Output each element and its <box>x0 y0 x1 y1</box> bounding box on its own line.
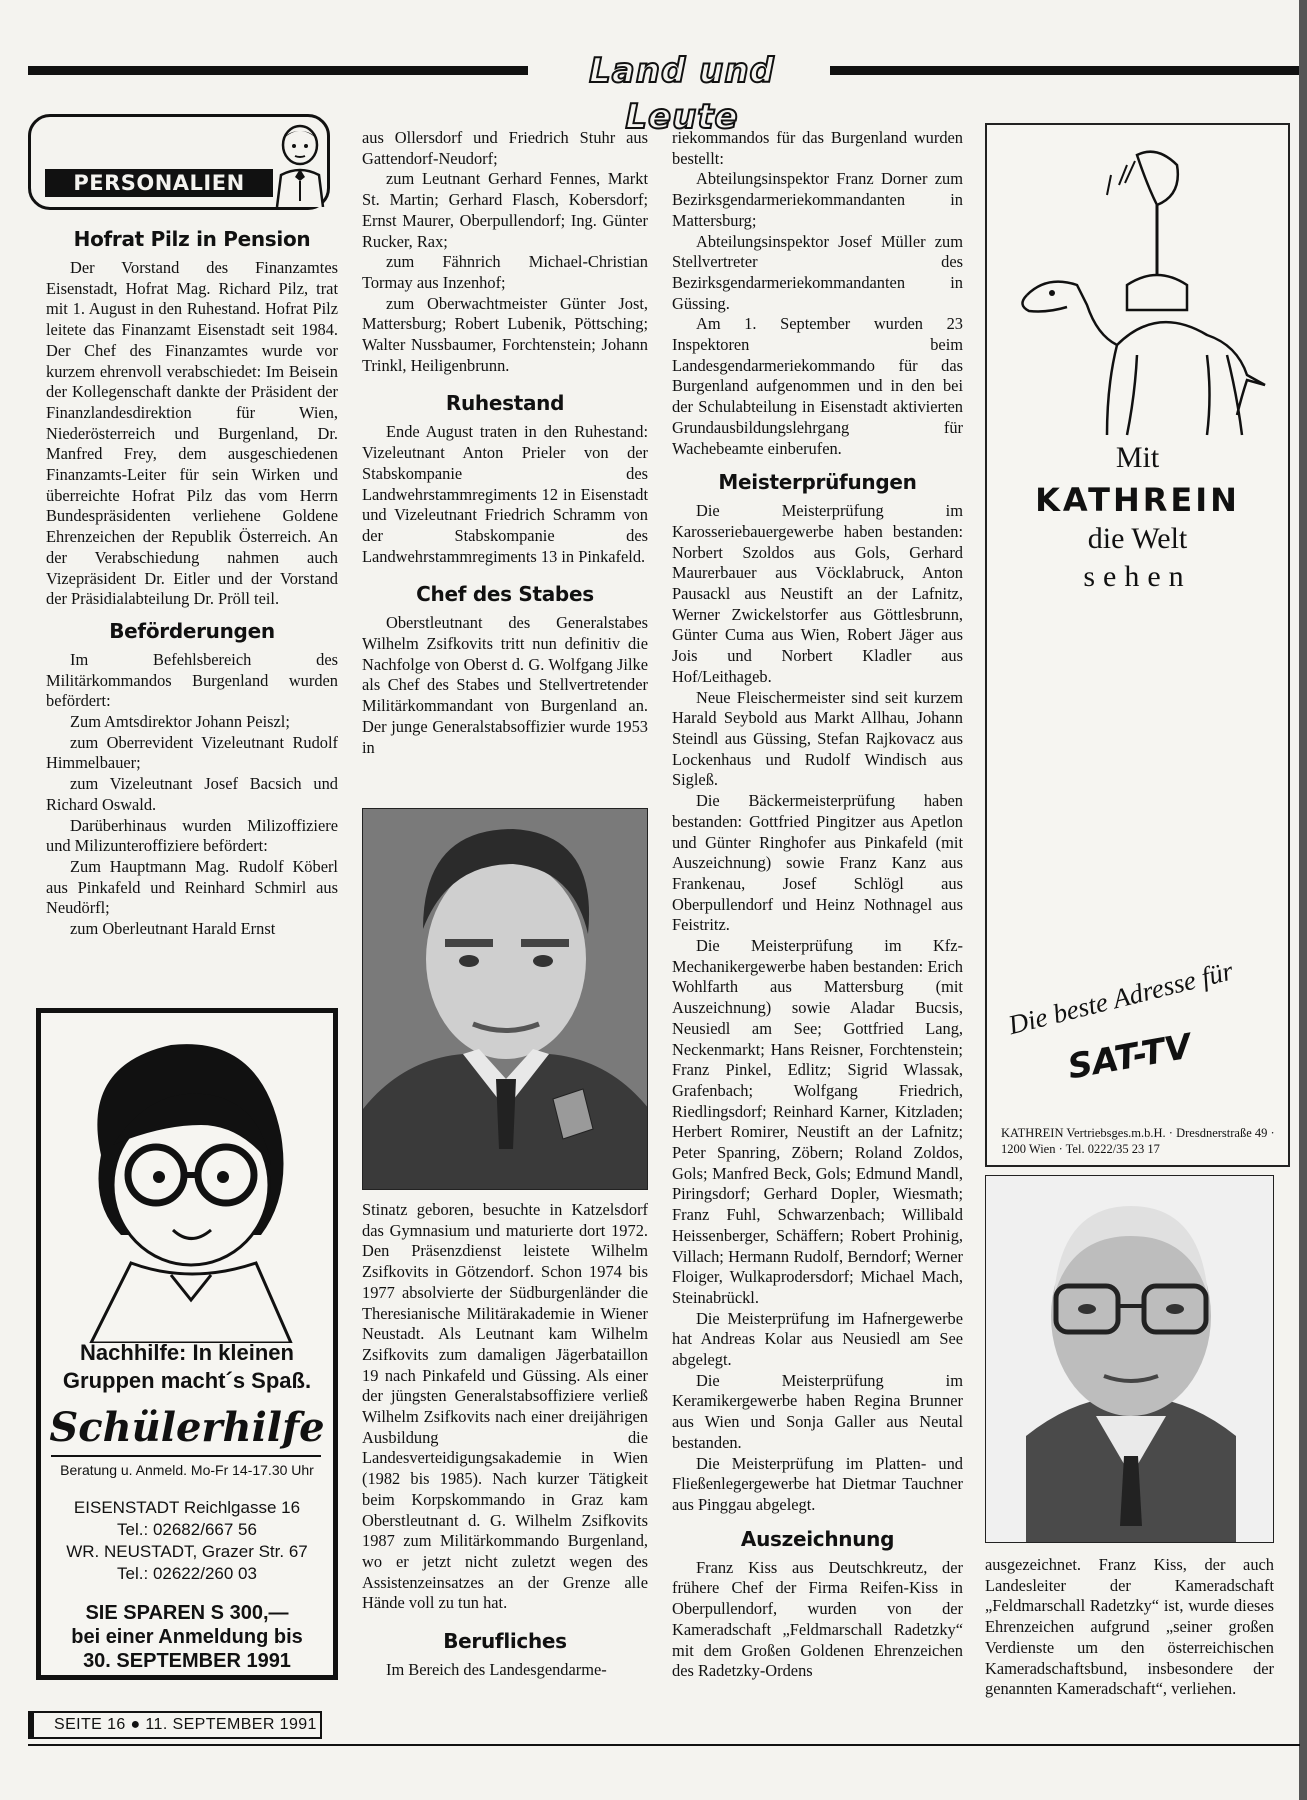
person-icon <box>273 121 327 207</box>
kathrein-line-die-welt: die Welt <box>1087 522 1188 555</box>
paragraph: zum Vizeleutnant Josef Bacsich und Richard Oswald. <box>46 774 338 814</box>
personalien-box <box>28 114 330 210</box>
paragraph: Ende August traten in den Ruhestand: Vizeleutnant Anton Prieler von der Stabskompanie des Landwehrstammregiments 12 in Eisenstadt und Vizeleutnant Friedrich Schramm von der Stabskompanie des Landwehrstammregiments 13 in Pinkafeld. <box>362 422 648 566</box>
schuelerhilfe-offer-2: bei einer Anmeldung bis <box>71 1626 303 1648</box>
heading-meisterpruefungen: Meisterprüfungen <box>718 470 917 495</box>
ad-kathrein <box>985 123 1290 1167</box>
schuelerhilfe-address-2: WR. NEUSTADT, Grazer Str. 67 <box>66 1542 308 1561</box>
paragraph: Am 1. September wurden 23 Inspektoren beim Landesgendarmeriekommando für das Burgenland aufgenommen und in den bei der Schulabteilung in Eisenstadt aktivierten Grundausbildungslehrgang für Wachebeamte einberufen. <box>672 314 963 458</box>
paragraph: zum Leutnant Gerhard Fennes, Markt St. Martin; Gerhard Flasch, Kobersdorf; Ernst Maurer, Oberpullendorf; Ing. Günter Rucker, Rax; <box>362 169 648 251</box>
schuelerhilfe-offer-3: 30. SEPTEMBER 1991 <box>83 1650 291 1672</box>
paragraph: Im Befehlsbereich des Militärkommandos Burgenland wurden befördert: <box>46 649 338 711</box>
schuelerhilfe-logo: Schülerhilfe <box>49 1404 325 1451</box>
paragraph: zum Fähnrich Michael-Christian Tormay aus Inzenhof; <box>362 252 648 292</box>
ad-schuelerhilfe <box>36 1008 338 1680</box>
column-2-continued <box>362 1200 648 1681</box>
paragraph: Abteilungsinspektor Josef Müller zum Stellvertreter des Bezirksgendarmeriekommandanten in Güssing. <box>672 231 963 313</box>
paragraph: ausgezeichnet. Franz Kiss, der auch Landesleiter der Kameradschaft „Feldmarschall Radetzky“ ist, wurde dieses Ehrenzeichen aufgrund „seiner großen Verdienste um den österreichischen Kameradschaftsbund, insbesondere der genannten Kameradschaft“, verliehen. <box>985 1555 1274 1699</box>
schuelerhilfe-headline-1: Nachhilfe: In kleinen <box>80 1340 294 1365</box>
schuelerhilfe-offer-1: SIE SPAREN S 300,— <box>85 1602 289 1624</box>
heading-berufliches: Berufliches <box>443 1629 567 1654</box>
heading-ruhestand: Ruhestand <box>445 391 565 416</box>
page-edge <box>1299 0 1307 1800</box>
kathrein-script-sattv: SAT-TV <box>1064 1026 1195 1088</box>
paragraph: Zum Amtsdirektor Johann Peiszl; <box>70 712 290 732</box>
paragraph: riekommandos für das Burgenland wurden bestellt: <box>672 128 963 168</box>
schuelerhilfe-tel-1: Tel.: 02682/667 56 <box>117 1520 257 1539</box>
camel-illustration <box>1007 135 1272 455</box>
paragraph: Im Bereich des Landesgendarme- <box>386 1660 607 1680</box>
kathrein-script-tagline: Die beste Adresse für <box>1005 955 1237 1041</box>
kathrein-address: KATHREIN Vertriebsges.m.b.H. · Dresdnerstraße 49 · 1200 Wien · Tel. 0222/35 23 17 <box>1001 1126 1275 1156</box>
bottom-rule <box>28 1744 1300 1746</box>
header-rule-left <box>28 66 528 75</box>
portrait-officer <box>363 809 648 1190</box>
paragraph: Neue Fleischermeister sind seit kurzem Harald Seybold aus Markt Allhau, Johann Steindl aus Güssing, Stefan Rajkovacz aus Lockenhaus und Rudolf Windisch aus Sigleß. <box>672 687 963 790</box>
paragraph: zum Oberwachtmeister Günter Jost, Mattersburg; Robert Lubenik, Pöttsching; Walter Nussbaumer, Forchtenstein; Johann Trinkl, Heiligenbrunn. <box>362 293 648 375</box>
photo-zsifkovits <box>362 808 648 1190</box>
paragraph: Abteilungsinspektor Franz Dorner zum Bezirksgendarmeriekommandanten in Mattersburg; <box>672 169 963 230</box>
paragraph: Oberstleutnant des Generalstabes Wilhelm Zsifkovits tritt nun definitiv die Nachfolge von Oberst d. G. Wolfgang Jilke als Chef des Stabes und Stellvertretender Militärkommandant von Burgenland an. Der junge Generalstabsoffizier wurde 1953 in <box>362 613 648 757</box>
photo-franz-kiss <box>985 1175 1274 1543</box>
paragraph: Darüberhinaus wurden Milizoffiziere und Milizunteroffiziere befördert: <box>46 815 338 856</box>
paragraph: zum Oberleutnant Harald Ernst <box>70 919 276 939</box>
column-4 <box>985 1555 1274 1700</box>
heading-auszeichnung: Auszeichnung <box>740 1526 895 1551</box>
column-3 <box>672 128 963 1682</box>
kathrein-line-mit: Mit <box>1115 441 1160 474</box>
schuelerhilfe-hours: Beratung u. Anmeld. Mo-Fr 14-17.30 Uhr <box>60 1462 314 1478</box>
paragraph: Die Meisterprüfung im Platten- und Fließenlegergewerbe hat Dietmar Tauchner aus Pinggau abgelegt. <box>672 1453 963 1514</box>
portrait-franz-kiss <box>986 1176 1274 1543</box>
heading-hofrat-pilz: Hofrat Pilz in Pension <box>73 227 311 251</box>
column-1 <box>46 218 338 940</box>
student-illustration <box>61 1025 313 1343</box>
paragraph: Der Vorstand des Finanzamtes Eisenstadt, Hofrat Mag. Richard Pilz, trat mit 1. August in den Ruhestand. Hofrat Pilz leitete das Finanzamt Eisenstadt seit 1984. Der Chef des Finanzamtes wurde vor kurzem ehrenvoll verabschiedet: Im Beisein der Kollegenschaft dankte der Präsident der Finanzlandesdirektion für Wien, Niederösterreich und Burgenland, Dr. Manfred Frey, dem ausgeschiedenen Finanzamts-Leiter für sein Wirken und überreichte Hofrat Pilz das vom Herrn Bundespräsidenten verliehene Goldene Ehrenzeichen der Republik Österreich. An der Verabschiedung nahmen auch Vizepräsident Dr. Eitler und der Vorstand der Präsidialabteilung Dr. Pröll teil. <box>46 258 338 609</box>
paragraph: Die Meisterprüfung im Karosseriebauergewerbe haben bestanden: Norbert Szoldos aus Gols, Gerhard Maurerbauer aus Vöcklabruck, Anton Pausackl aus Neustift an der Lafnitz, Werner Zwickelstorfer aus Göttlesbrunn, Günter Cuma aus Wien, Robert Jäger aus Jois und Norbert Kladler aus Hof/Leithageb. <box>672 501 963 686</box>
column-2 <box>362 128 648 758</box>
paragraph: Die Meisterprüfung im Kfz-Mechanikergewerbe haben bestanden: Erich Wohlfarth aus Mattersburg (mit Auszeichnung) sowie Aladar Bucsis, Neusiedl am See; Gottfried Lang, Neckenmarkt; Hans Reisner, Forchtenstein; Franz Pinkel, Edlitz; Sigrid Wlassak, Grafenbach; Wolfgang Friedrich, Riedlingsdorf; Reinhard Karner, Kitzladen; Herbert Romirer, Neustift an der Lafnitz; Peter Spanring, Zöbern; Roland Zoldos, Gols; Manfred Beck, Gols; Edmund Mandl, Piringsdorf; Gerhard Dopler, Wiesmath; Franz Fuhl, Schwarzenbach; Willibald Heissenberger, Schäffern; Robert Prohinig, Villach; Hermann Rudolf, Berndorf; Werner Floiger, Wulkaprodersdorf; Michael Mach, Steinabrückl. <box>672 936 963 1307</box>
paragraph: Stinatz geboren, besuchte in Katzelsdorf das Gymnasium und maturierte dort 1972. Den Präsenzdienst leistete Wilhelm Zsifkovits in Götzendorf. Schon 1974 bis 1977 absolvierte der Südburgenländer die Theresianische Militärakademie in Wiener Neustadt. Als Leutnant kam Wilhelm Zsifkovits zum damaligen Jägerbataillon 19 nach Pinkafeld und Güssing. Als einer der jüngsten Generalstabsoffiziere verließ Wilhelm Zsifkovits nach einer dreijährigen Ausbildung die Landesverteidigungsakademie in Wien (1982 bis 1985). Nach kurzer Tätigkeit beim Korpskommando in Graz kam Oberstleutnant d. G. Wilhelm Zsifkovits 1987 zum Militärkommando Burgenland, wo er jetzt nicht zuletzt wegen des Assistenzeinsatzes an der Grenze alle Hände voll zu tun hat. <box>362 1200 648 1613</box>
kathrein-line-sehen: sehen <box>1083 560 1192 593</box>
page-footer: SEITE 16 ● 11. SEPTEMBER 1991 <box>28 1711 322 1739</box>
personalien-label: PERSONALIEN <box>45 169 273 197</box>
schuelerhilfe-underline <box>51 1455 321 1457</box>
schuelerhilfe-address-1: EISENSTADT Reichlgasse 16 <box>73 1498 301 1517</box>
paragraph: Zum Hauptmann Mag. Rudolf Köberl aus Pinkafeld und Reinhard Schmirl aus Neudörfl; <box>46 856 338 918</box>
paragraph: Die Meisterprüfung im Keramikergewerbe haben Regina Brunner aus Wien und Sonja Galler aus Neutal bestanden. <box>672 1370 963 1452</box>
paragraph: Die Meisterprüfung im Hafnergewerbe hat Andreas Kolar aus Neusiedl am See abgelegt. <box>672 1308 963 1370</box>
kathrein-logo: KATHREIN <box>1035 481 1240 519</box>
paragraph: aus Ollersdorf und Friedrich Stuhr aus Gattendorf-Neudorf; <box>362 128 648 168</box>
header-rule-right <box>830 66 1300 75</box>
heading-befoerderungen: Beförderungen <box>109 618 275 643</box>
paragraph: Franz Kiss aus Deutschkreutz, der frühere Chef der Firma Reifen-Kiss in Oberpullendorf, wurden von der Kameradschaft „Feldmarschall Radetzky“ mit dem Großen Goldenen Ehrenzeichen des Radetzky-Ordens <box>672 1557 963 1681</box>
schuelerhilfe-headline-2: Gruppen macht´s Spaß. <box>62 1368 312 1393</box>
paragraph: Die Bäckermeisterprüfung haben bestanden: Gottfried Pingitzer aus Apetlon und Günter Ringhofer aus Pinkafeld (mit Auszeichnung) sowie Franz Kanz aus Frankenau, Josef Schlögl aus Oberpullendorf und Heinz Nothnagel aus Feistritz. <box>672 791 963 935</box>
paragraph: zum Oberrevident Vizeleutnant Rudolf Himmelbauer; <box>46 732 338 773</box>
heading-chef-des-stabes: Chef des Stabes <box>416 582 594 607</box>
schuelerhilfe-tel-2: Tel.: 02622/260 03 <box>117 1564 257 1583</box>
section-title: Land und Leute <box>589 51 775 137</box>
